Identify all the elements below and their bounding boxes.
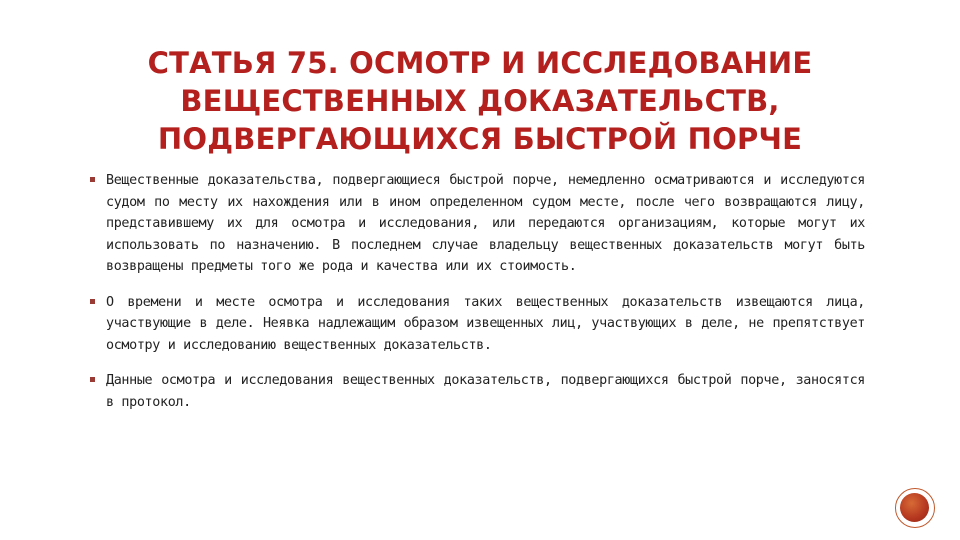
bullet-square-icon [90, 377, 95, 382]
bullet-text-1: Вещественные доказательства, подвергающиеся быстрой порче, немедленно осматриваются и исследуются судом по месту их нахождения или в ином определенном судом месте, после чего возвращаются лицу, представившему их для осмотра и исследования, или передаются организациям, которые могут их использовать по назначению. В последнем случае владельцу вещественных доказательств могут быть возвращены предметы того же рода и качества или их стоимость. [106, 173, 865, 274]
bullet-text-3: Данные осмотра и исследования вещественных доказательств, подвергающихся быстрой порче, заносятся в протокол. [106, 373, 865, 410]
circle-emblem-icon [895, 488, 935, 528]
bullet-square-icon [90, 299, 95, 304]
list-item [90, 170, 865, 278]
bullet-list [90, 170, 865, 427]
bullet-square-icon [90, 177, 95, 182]
title-line-2: ВЕЩЕСТВЕННЫХ ДОКАЗАТЕЛЬСТВ, [180, 84, 780, 118]
list-item [90, 370, 865, 413]
slide-title [95, 44, 865, 158]
title-line-3: ПОДВЕРГАЮЩИХСЯ БЫСТРОЙ ПОРЧЕ [157, 122, 803, 156]
emblem-inner [900, 493, 929, 522]
bullet-text-2: О времени и месте осмотра и исследования таких вещественных доказательств извещаются лица, участвующие в деле. Неявка надлежащим образом извещенных лиц, участвующих в деле, не препятствует осмотру и исследованию вещественных доказательств. [106, 294, 865, 353]
title-line-1: СТАТЬЯ 75. ОСМОТР И ИССЛЕДОВАНИЕ [147, 46, 813, 80]
list-item [90, 292, 865, 357]
